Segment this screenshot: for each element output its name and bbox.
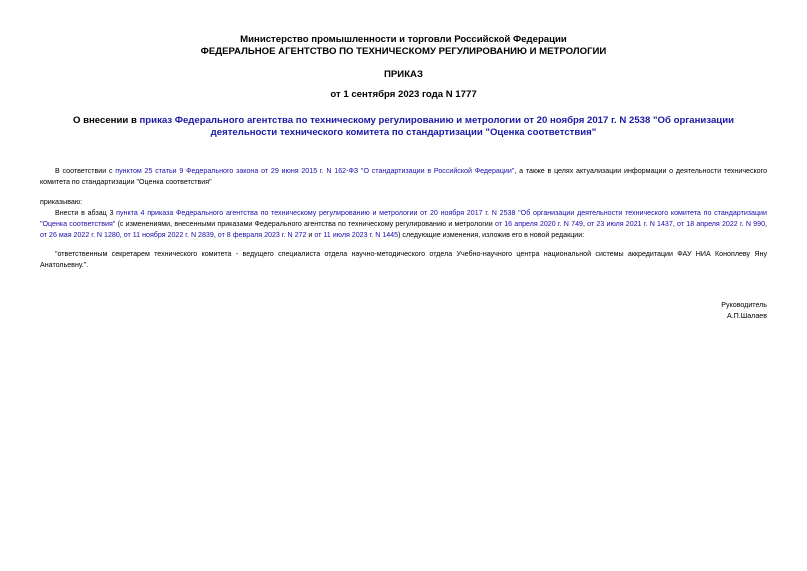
preamble-paragraph [40,166,767,188]
order-1280-link[interactable]: от 26 мая 2022 г. N 1280 [40,231,120,239]
order-990-link[interactable]: от 18 апреля 2022 г. N 990 [677,220,766,228]
document-title [40,115,767,139]
order-2839-link[interactable]: от 11 ноября 2022 г. N 2839 [123,231,214,239]
title-prefix: О внесении в [72,115,140,126]
order-1445-link[interactable]: от 11 июля 2023 г. N 1445 [314,231,399,239]
order-272-link[interactable]: от 8 февраля 2023 г. N 272 [217,231,307,239]
order-word: приказываю: [40,198,83,206]
order-date: от 1 сентября 2023 года N 1777 [330,89,477,100]
separator: , [582,220,588,228]
separator: , [119,231,124,239]
signatory-name: А.П.Шалаев [726,312,767,320]
amendment-suffix: ) следующие изменения, изложив его в новой редакции: [398,231,585,239]
amendment-prefix: Внести в абзац 3 [55,209,117,217]
separator: , [672,220,677,228]
amendment-paragraph [40,208,767,241]
separator: и [306,231,315,239]
title-order-link[interactable]: приказ Федерального агентства по техническому регулированию и метрологии от 20 ноября 2017 г. N 2538 "Об организации деятельности технического комитета по стандартизации "Оценка соответствия" [139,115,735,138]
agency-name: ФЕДЕРАЛЬНОЕ АГЕНТСТВО ПО ТЕХНИЧЕСКОМУ РЕГУЛИРОВАНИЮ И МЕТРОЛОГИИ [200,46,607,57]
preamble-suffix: , а также в целях актуализации информации о деятельности технического комитета по стандартизации "Оценка соответствия" [40,167,768,186]
preamble-prefix: В соответствии с [55,167,116,175]
order-749-link[interactable]: от 16 апреля 2020 г. N 749 [494,220,583,228]
separator: , [765,220,767,228]
signatory-role: Руководитель [721,301,767,309]
order-label: ПРИКАЗ [384,69,423,80]
order-1437-link[interactable]: от 23 июля 2021 г. N 1437 [587,220,673,228]
separator: , [213,231,218,239]
federal-law-link[interactable]: пунктом 25 статьи 9 Федерального закона от 29 июня 2015 г. N 162-ФЗ "О стандартизации в Российской Федерации" [115,167,515,175]
order-2538-link[interactable]: пункта 4 приказа Федерального агентства по техническому регулированию и метрологии от 20 ноября 2017 г. N 2538 "Об организации деятельности технического комитета по стандартизации "Оценка соответствия" [40,209,767,228]
amendment-mid: (с изменениями, внесенными приказами Федерального агентства по техническому регулированию и метрологии [115,220,495,228]
ministry-name: Министерство промышленности и торговли Российской Федерации [240,34,567,45]
new-wording-paragraph: "ответственным секретарем технического комитета - ведущего специалиста отдела научно-методического отдела Учебно-научного центра национальной системы аккредитации ФАУ НИА Коноплеву Яну Анатольевну.". [40,250,767,269]
